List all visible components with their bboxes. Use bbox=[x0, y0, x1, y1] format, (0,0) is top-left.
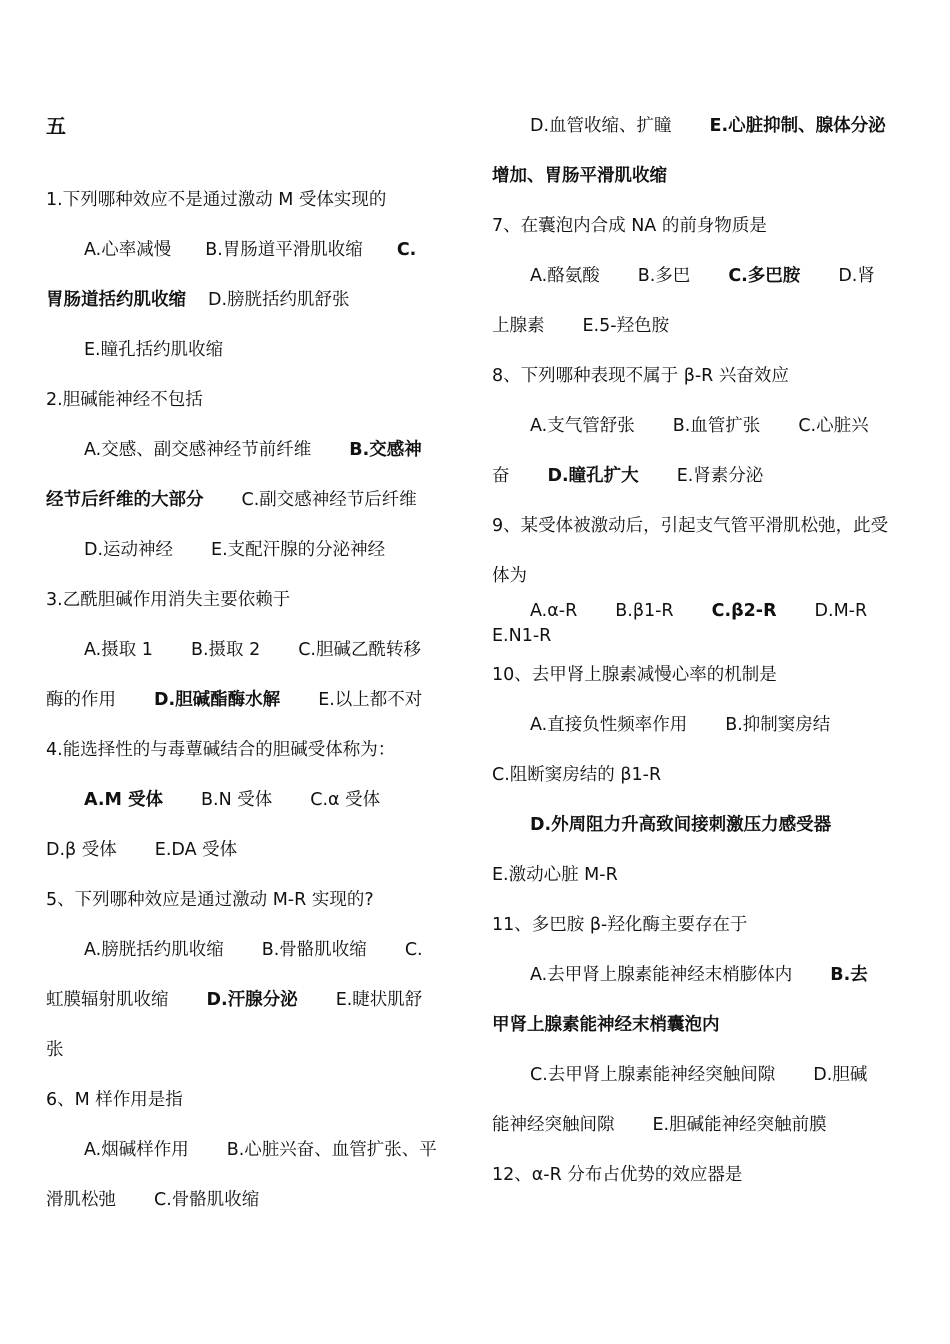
right-column-line bbox=[492, 763, 661, 787]
text-segment: D.血管收缩、扩瞳 bbox=[530, 116, 672, 136]
left-column-line bbox=[46, 1038, 64, 1062]
left-column-line bbox=[84, 638, 421, 662]
answer-text: 甲肾上腺素能神经末梢囊泡内 bbox=[492, 1015, 720, 1035]
right-column-line bbox=[492, 663, 777, 687]
text-segment: 8、下列哪种表现不属于 β-R 兴奋效应 bbox=[492, 366, 789, 386]
text-segment: D.肾 bbox=[838, 266, 875, 286]
right-column-line bbox=[492, 1013, 720, 1037]
answer-text: E.心脏抑制、腺体分泌 bbox=[709, 116, 886, 136]
left-column-line bbox=[84, 438, 422, 462]
answer-text: C.多巴胺 bbox=[728, 266, 801, 286]
text-segment: E.肾素分泌 bbox=[676, 466, 764, 486]
text-segment: C.α 受体 bbox=[310, 790, 381, 810]
text-segment: 酶的作用 bbox=[46, 690, 116, 710]
text-segment: E.胆碱能神经突触前膜 bbox=[652, 1115, 827, 1135]
text-segment: 能神经突触间隙 bbox=[492, 1115, 615, 1135]
left-column-line bbox=[46, 1088, 183, 1112]
text-segment: 1.下列哪种效应不是通过激动 M 受体实现的 bbox=[46, 190, 387, 210]
text-segment: E.5-羟色胺 bbox=[582, 316, 670, 336]
text-segment: C.副交感神经节后纤维 bbox=[241, 490, 417, 510]
text-segment: C.骨骼肌收缩 bbox=[154, 1190, 260, 1210]
left-column-line bbox=[46, 838, 237, 862]
left-column-line bbox=[46, 114, 66, 138]
text-segment: E.支配汗腺的分泌神经 bbox=[211, 540, 386, 560]
answer-text: 胃肠道括约肌收缩 bbox=[46, 290, 186, 310]
answer-text: D.外周阻力升高致间接刺激压力感受器 bbox=[530, 815, 832, 835]
left-column-line bbox=[46, 188, 386, 212]
left-column-line bbox=[84, 788, 380, 812]
text-segment: E.DA 受体 bbox=[154, 840, 238, 860]
text-segment: C.阻断窦房结的 β1-R bbox=[492, 765, 662, 785]
text-segment: D.运动神经 bbox=[84, 540, 174, 560]
text-segment: 张 bbox=[46, 1040, 64, 1060]
answer-text: 经节后纤维的大部分 bbox=[46, 490, 204, 510]
right-column-line bbox=[530, 963, 868, 987]
right-column-line bbox=[492, 364, 789, 388]
text-segment: 2.胆碱能神经不包括 bbox=[46, 390, 203, 410]
left-column-line bbox=[46, 388, 203, 412]
text-segment: E.激动心脏 M-R bbox=[492, 865, 618, 885]
right-column-line bbox=[530, 713, 830, 737]
answer-text: D.瞳孔扩大 bbox=[547, 466, 639, 486]
right-column-line bbox=[530, 414, 869, 438]
text-segment: C.心脏兴 bbox=[798, 416, 869, 436]
right-column-line bbox=[492, 214, 767, 238]
text-segment: B.β1-R bbox=[615, 601, 674, 621]
text-segment: A.支气管舒张 bbox=[530, 416, 635, 436]
text-segment: E.以上都不对 bbox=[318, 690, 423, 710]
text-segment: D.M-R bbox=[814, 601, 868, 621]
left-column-line bbox=[46, 688, 422, 712]
text-segment: A.摄取 1 bbox=[84, 640, 153, 660]
left-column-line bbox=[46, 488, 417, 512]
right-column-line bbox=[530, 599, 867, 623]
text-segment: 7、在囊泡内合成 NA 的前身物质是 bbox=[492, 216, 767, 236]
answer-text: 五 bbox=[46, 114, 66, 138]
left-column-line bbox=[84, 938, 423, 962]
text-segment: A.直接负性频率作用 bbox=[530, 715, 688, 735]
right-column-line bbox=[492, 863, 618, 887]
text-segment: B.抑制窦房结 bbox=[725, 715, 831, 735]
right-column-line bbox=[492, 514, 888, 538]
answer-text: C. bbox=[396, 240, 417, 260]
text-segment: C. bbox=[404, 940, 423, 960]
text-segment: 3.乙酰胆碱作用消失主要依赖于 bbox=[46, 590, 291, 610]
left-column-line bbox=[84, 1138, 437, 1162]
left-column-line bbox=[46, 1188, 259, 1212]
answer-text: C.β2-R bbox=[711, 601, 777, 621]
answer-text: B.去 bbox=[830, 965, 868, 985]
text-segment: A.交感、副交感神经节前纤维 bbox=[84, 440, 312, 460]
text-segment: B.多巴 bbox=[637, 266, 691, 286]
text-segment: 11、多巴胺 β-羟化酶主要存在于 bbox=[492, 915, 748, 935]
text-segment: B.心脏兴奋、血管扩张、平 bbox=[226, 1140, 437, 1160]
right-column-line bbox=[530, 114, 886, 138]
right-column-line bbox=[530, 264, 875, 288]
text-segment: 6、M 样作用是指 bbox=[46, 1090, 183, 1110]
text-segment: 奋 bbox=[492, 466, 510, 486]
answer-text: B.交感神 bbox=[349, 440, 422, 460]
left-column-line bbox=[84, 538, 385, 562]
text-segment: B.血管扩张 bbox=[672, 416, 761, 436]
text-segment: C.去甲肾上腺素能神经突触间隙 bbox=[530, 1065, 776, 1085]
left-column-line bbox=[46, 988, 422, 1012]
right-column-line bbox=[530, 813, 831, 837]
right-column-line bbox=[492, 564, 527, 588]
right-column-line bbox=[530, 1063, 867, 1087]
right-column-line bbox=[492, 1113, 827, 1137]
text-segment: A.酪氨酸 bbox=[530, 266, 600, 286]
left-column-line bbox=[46, 588, 290, 612]
left-column-line bbox=[46, 288, 350, 312]
text-segment: E.N1-R bbox=[492, 626, 552, 646]
text-segment: B.胃肠道平滑肌收缩 bbox=[205, 240, 363, 260]
right-column-line bbox=[492, 314, 669, 338]
text-segment: A.心率减慢 bbox=[84, 240, 172, 260]
answer-text: D.汗腺分泌 bbox=[206, 990, 298, 1010]
text-segment: 滑肌松弛 bbox=[46, 1190, 116, 1210]
text-segment: E.瞳孔括约肌收缩 bbox=[84, 340, 224, 360]
text-segment: C.胆碱乙酰转移 bbox=[298, 640, 421, 660]
left-column-line bbox=[46, 738, 395, 762]
right-column-line bbox=[492, 164, 667, 188]
answer-text: D.胆碱酯酶水解 bbox=[154, 690, 281, 710]
right-column-line bbox=[492, 1163, 742, 1187]
text-segment: 10、去甲肾上腺素减慢心率的机制是 bbox=[492, 665, 777, 685]
right-column-line bbox=[492, 913, 747, 937]
text-segment: 5、下列哪种效应是通过激动 M-R 实现的? bbox=[46, 890, 374, 910]
text-segment: D.胆碱 bbox=[813, 1065, 868, 1085]
text-segment: 上腺素 bbox=[492, 316, 545, 336]
text-segment: D.膀胱括约肌舒张 bbox=[208, 290, 350, 310]
left-column-line bbox=[84, 338, 223, 362]
text-segment: A.α-R bbox=[530, 601, 578, 621]
text-segment: 9、某受体被激动后，引起支气管平滑肌松弛，此受 bbox=[492, 516, 889, 536]
left-column-line bbox=[46, 888, 374, 912]
text-segment: D.β 受体 bbox=[46, 840, 117, 860]
answer-text: A.M 受体 bbox=[84, 790, 164, 810]
text-segment: A.烟碱样作用 bbox=[84, 1140, 189, 1160]
right-column-line bbox=[492, 464, 763, 488]
text-segment: 4.能选择性的与毒蕈碱结合的胆碱受体称为： bbox=[46, 740, 396, 760]
text-segment: B.骨骼肌收缩 bbox=[261, 940, 367, 960]
text-segment: A.去甲肾上腺素能神经末梢膨体内 bbox=[530, 965, 793, 985]
text-segment: 体为 bbox=[492, 566, 527, 586]
text-segment: E.睫状肌舒 bbox=[335, 990, 423, 1010]
text-segment: B.N 受体 bbox=[201, 790, 273, 810]
text-segment: 虹膜辐射肌收缩 bbox=[46, 990, 169, 1010]
text-segment: A.膀胱括约肌收缩 bbox=[84, 940, 224, 960]
text-segment: 12、α-R 分布占优势的效应器是 bbox=[492, 1165, 743, 1185]
text-segment: B.摄取 2 bbox=[190, 640, 261, 660]
right-column-line bbox=[492, 624, 551, 648]
answer-text: 增加、胃肠平滑肌收缩 bbox=[492, 166, 667, 186]
left-column-line bbox=[84, 238, 416, 262]
